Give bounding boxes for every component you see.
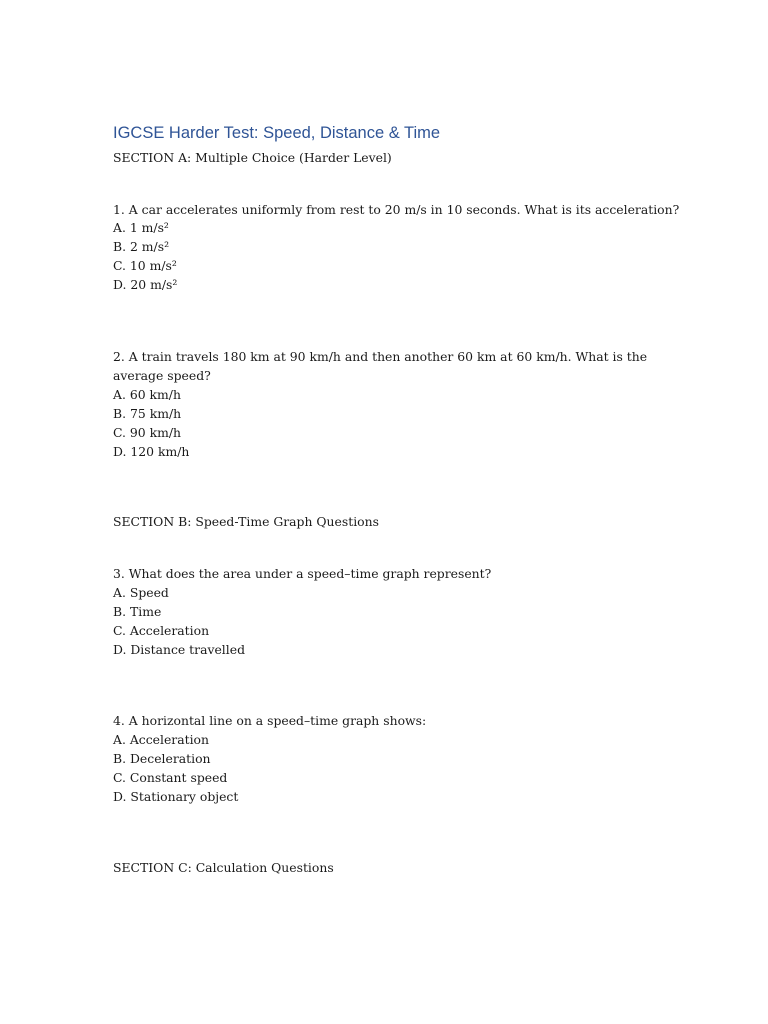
question-3-option-b: B. Time (113, 604, 162, 619)
question-2-option-b: B. 75 km/h (113, 406, 182, 421)
question-4-option-a: A. Acceleration (113, 732, 209, 747)
question-2-option-d: D. 120 km/h (113, 444, 190, 459)
section-c-heading: SECTION C: Calculation Questions (113, 860, 334, 875)
question-3-option-c: C. Acceleration (113, 623, 210, 638)
question-3-text: 3. What does the area under a speed–time graph represent? (113, 566, 492, 581)
question-3-option-d: D. Distance travelled (113, 642, 245, 657)
question-2-option-c: C. 90 km/h (113, 425, 182, 440)
question-2-text: 2. A train travels 180 km at 90 km/h and then another 60 km at 60 km/h. What is the average speed? (113, 349, 648, 383)
question-2-option-a: A. 60 km/h (113, 387, 181, 402)
question-1-option-c: C. 10 m/s² (113, 258, 177, 273)
question-4-text: 4. A horizontal line on a speed–time graph shows: (113, 713, 427, 728)
document-title: IGCSE Harder Test: Speed, Distance & Time (113, 124, 441, 142)
question-3-option-a: A. Speed (113, 585, 169, 600)
question-1-option-d: D. 20 m/s² (113, 277, 178, 292)
question-1-option-a: A. 1 m/s² (113, 220, 169, 235)
question-1-text: 1. A car accelerates uniformly from rest to 20 m/s in 10 seconds. What is its acceleration? (113, 202, 680, 217)
question-1-option-b: B. 2 m/s² (113, 239, 170, 254)
section-b-heading: SECTION B: Speed-Time Graph Questions (113, 514, 379, 529)
section-a-heading: SECTION A: Multiple Choice (Harder Level) (113, 150, 392, 165)
question-4-option-c: C. Constant speed (113, 770, 228, 785)
question-4-option-d: D. Stationary object (113, 789, 239, 804)
question-4-option-b: B. Deceleration (113, 751, 211, 766)
